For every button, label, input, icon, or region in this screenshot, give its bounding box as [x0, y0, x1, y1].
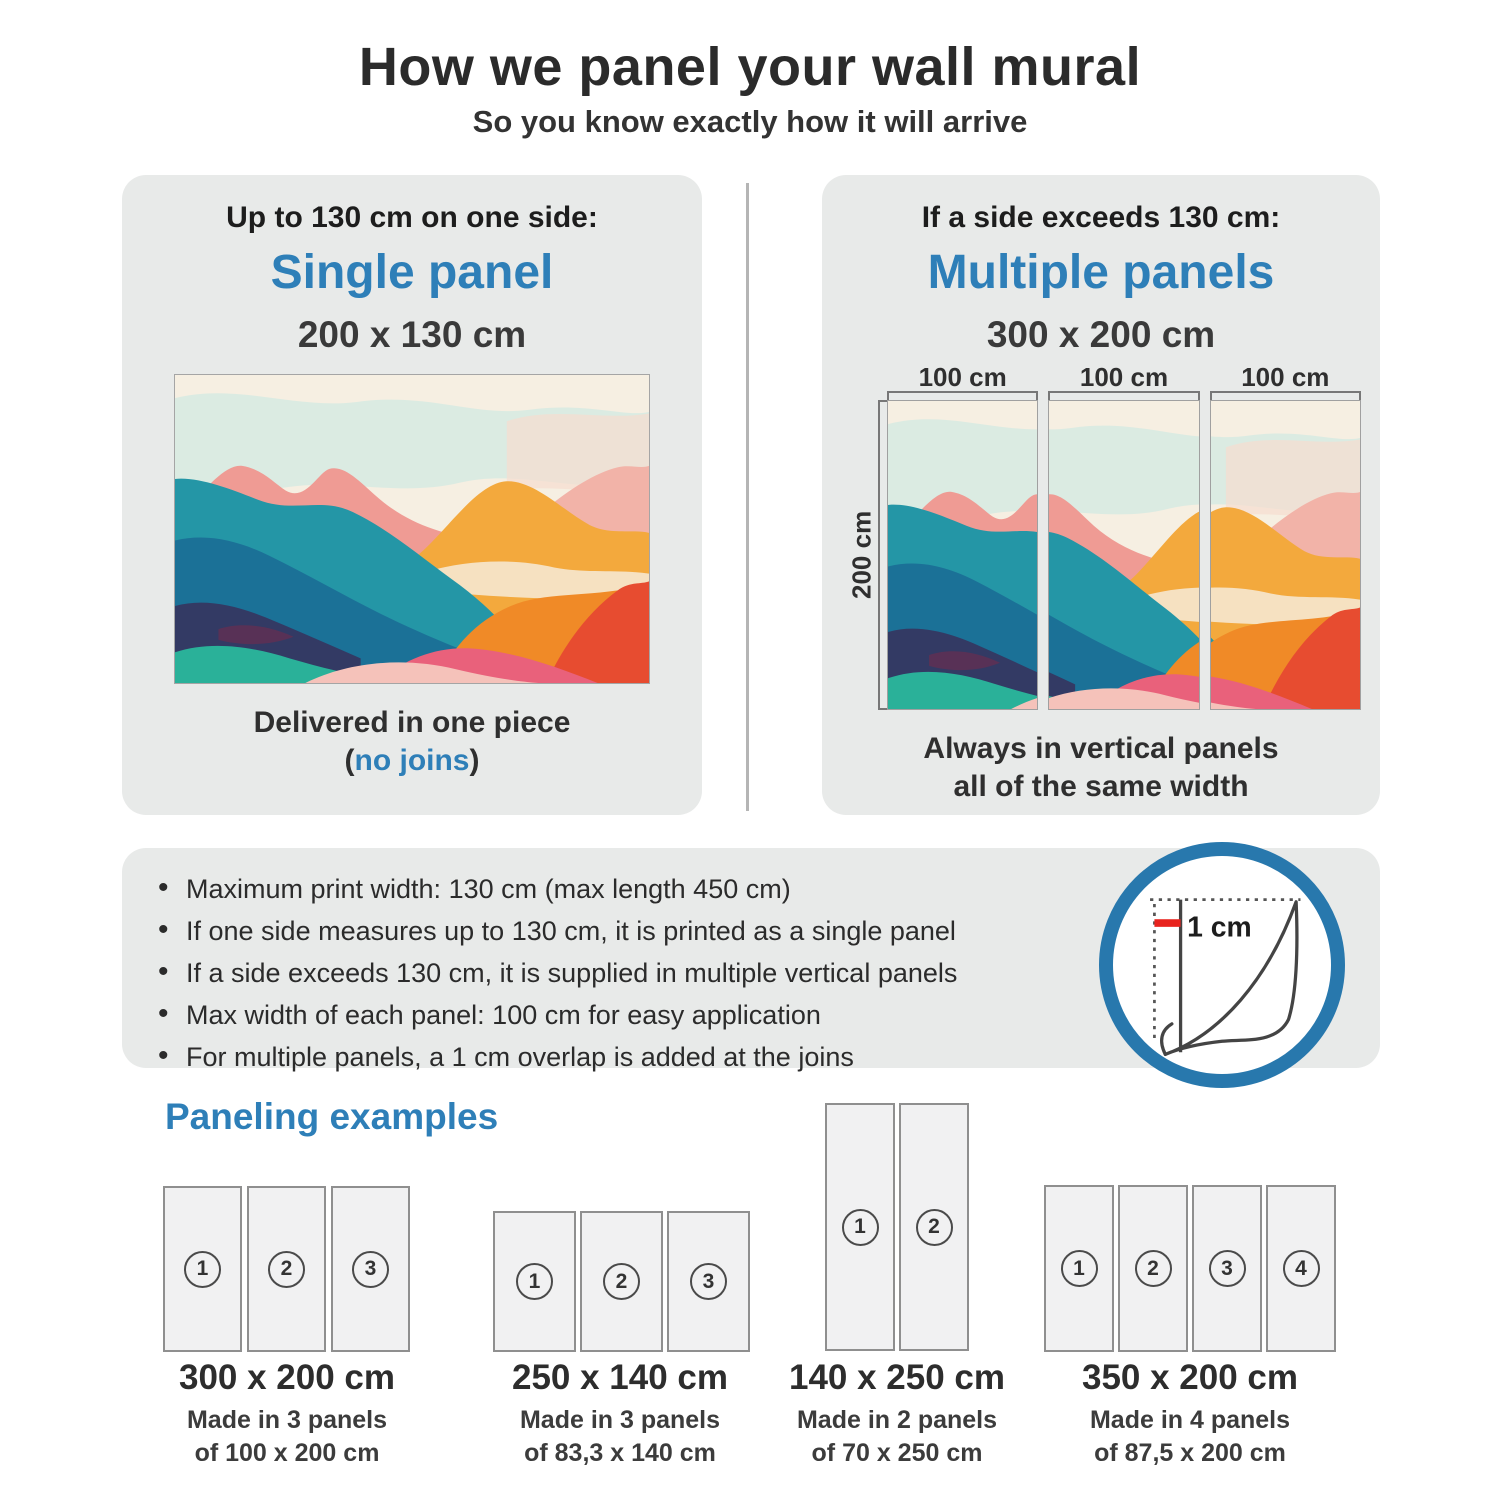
info-bullet: • Max width of each panel: 100 cm for easy application	[156, 1000, 1076, 1031]
single-panel-size: 200 x 130 cm	[297, 314, 527, 355]
example-detail-line2: of 70 x 250 cm	[811, 1439, 983, 1467]
width-label-3: 100 cm	[1241, 362, 1330, 392]
example-size: 250 x 140 cm	[511, 1358, 728, 1397]
example-detail-line1: Made in 2 panels	[796, 1406, 998, 1434]
single-panel-footer-line1: Delivered in one piece	[253, 706, 571, 739]
page-subtitle: So you know exactly how it will arrive	[472, 104, 1028, 139]
width-label-group	[1048, 364, 1199, 400]
example-4-caption	[1030, 1358, 1350, 1470]
examples-heading: Paneling examples	[165, 1096, 499, 1137]
panel	[1118, 1185, 1188, 1352]
example-detail-line2: of 87,5 x 200 cm	[1094, 1439, 1286, 1467]
overlap-badge	[1099, 842, 1345, 1088]
width-bracket-1	[887, 391, 1038, 400]
panel	[163, 1186, 242, 1352]
panel	[493, 1211, 576, 1352]
width-label-1: 100 cm	[918, 362, 1007, 392]
multiple-panels-card	[822, 175, 1380, 815]
page-curl-icon	[1113, 856, 1331, 1074]
panel-number: 3	[1209, 1250, 1246, 1287]
measurement-diagram	[841, 364, 1361, 710]
example-detail-line1: Made in 3 panels	[519, 1406, 721, 1434]
single-panel-footer	[122, 704, 702, 780]
info-bullet: • Maximum print width: 130 cm (max length 450 cm)	[156, 874, 1076, 905]
width-label-group	[1210, 364, 1361, 400]
example-detail	[1030, 1404, 1350, 1470]
info-bullet-list	[156, 874, 1076, 1073]
mural-slice-1	[887, 400, 1038, 710]
example-detail-line2: of 100 x 200 cm	[194, 1439, 380, 1467]
mural-slice-image	[888, 401, 1037, 709]
paren-close: )	[469, 744, 480, 777]
example-detail	[127, 1404, 447, 1470]
mural-slice-image	[1211, 401, 1360, 709]
overlap-mark	[1154, 919, 1180, 927]
mural-slice-image	[1049, 401, 1198, 709]
panel	[1192, 1185, 1262, 1352]
panel	[825, 1103, 895, 1351]
single-panel-condition: Up to 130 cm on one side:	[226, 201, 598, 234]
mural-slice-2	[1048, 400, 1199, 710]
panel-number: 1	[516, 1263, 553, 1300]
panel	[1266, 1185, 1336, 1352]
example-2-caption	[460, 1358, 780, 1470]
info-bullet: • If a side exceeds 130 cm, it is supplied in multiple vertical panels	[156, 958, 1076, 989]
example-size: 300 x 200 cm	[178, 1358, 395, 1397]
multiple-panels-size: 300 x 200 cm	[986, 314, 1216, 355]
panel	[1044, 1185, 1114, 1352]
multiple-panels-footer	[822, 730, 1380, 806]
example-4-panels	[1044, 1185, 1336, 1352]
panel	[667, 1211, 750, 1352]
width-bracket-2	[1048, 391, 1199, 400]
example-2-panels	[493, 1211, 750, 1352]
multiple-panels-condition: If a side exceeds 130 cm:	[921, 201, 1281, 234]
panel	[899, 1103, 969, 1351]
panel	[247, 1186, 326, 1352]
info-bullet: • For multiple panels, a 1 cm overlap is added at the joins	[156, 1042, 1076, 1073]
panel-number: 2	[1135, 1250, 1172, 1287]
cards-divider	[746, 183, 749, 811]
single-panel-mural-image	[174, 374, 650, 684]
single-panel-heading: Single panel	[270, 246, 554, 299]
height-bracket	[878, 400, 887, 710]
panel-number: 3	[352, 1251, 389, 1288]
width-bracket-3	[1210, 391, 1361, 400]
example-detail	[460, 1404, 780, 1470]
panel-number: 1	[1061, 1250, 1098, 1287]
panel-number: 1	[842, 1209, 879, 1246]
panel-number: 2	[268, 1251, 305, 1288]
example-3-caption	[737, 1358, 1057, 1470]
panel-number: 2	[916, 1209, 953, 1246]
single-panel-footer-line2	[122, 742, 702, 780]
panel-number: 4	[1283, 1250, 1320, 1287]
mural-slices	[887, 400, 1361, 710]
panel-number: 2	[603, 1263, 640, 1300]
multiple-panels-heading: Multiple panels	[927, 246, 1275, 299]
width-label-2: 100 cm	[1079, 362, 1169, 392]
panel	[331, 1186, 410, 1352]
example-detail-line1: Made in 4 panels	[1089, 1406, 1291, 1434]
height-label-cell	[841, 400, 887, 710]
info-bullet: • If one side measures up to 130 cm, it is printed as a single panel	[156, 916, 1076, 947]
overlap-label: 1 cm	[1187, 911, 1252, 944]
panel-number: 1	[184, 1251, 221, 1288]
no-joins-highlight: no joins	[354, 744, 470, 777]
width-label-group	[887, 364, 1038, 400]
paren-open: (	[344, 744, 355, 777]
mural-slice-3	[1210, 400, 1361, 710]
example-detail-line1: Made in 3 panels	[186, 1406, 388, 1434]
example-size: 140 x 250 cm	[788, 1358, 1005, 1397]
example-detail	[737, 1404, 1057, 1470]
example-1-panels	[163, 1186, 410, 1352]
example-3-panels	[825, 1103, 969, 1351]
panel	[580, 1211, 663, 1352]
page-title: How we panel your wall mural	[358, 37, 1142, 97]
width-labels-row	[887, 364, 1361, 400]
example-size: 350 x 200 cm	[1081, 1358, 1298, 1397]
example-1-caption	[127, 1358, 447, 1470]
single-panel-card	[122, 175, 702, 815]
mural-image	[175, 375, 649, 683]
example-detail-line2: of 83,3 x 140 cm	[524, 1439, 716, 1467]
multiple-panels-footer-line2: all of the same width	[953, 770, 1249, 803]
panel-number: 3	[690, 1263, 727, 1300]
multiple-panels-footer-line1: Always in vertical panels	[923, 732, 1279, 765]
height-label: 200 cm	[846, 510, 877, 600]
